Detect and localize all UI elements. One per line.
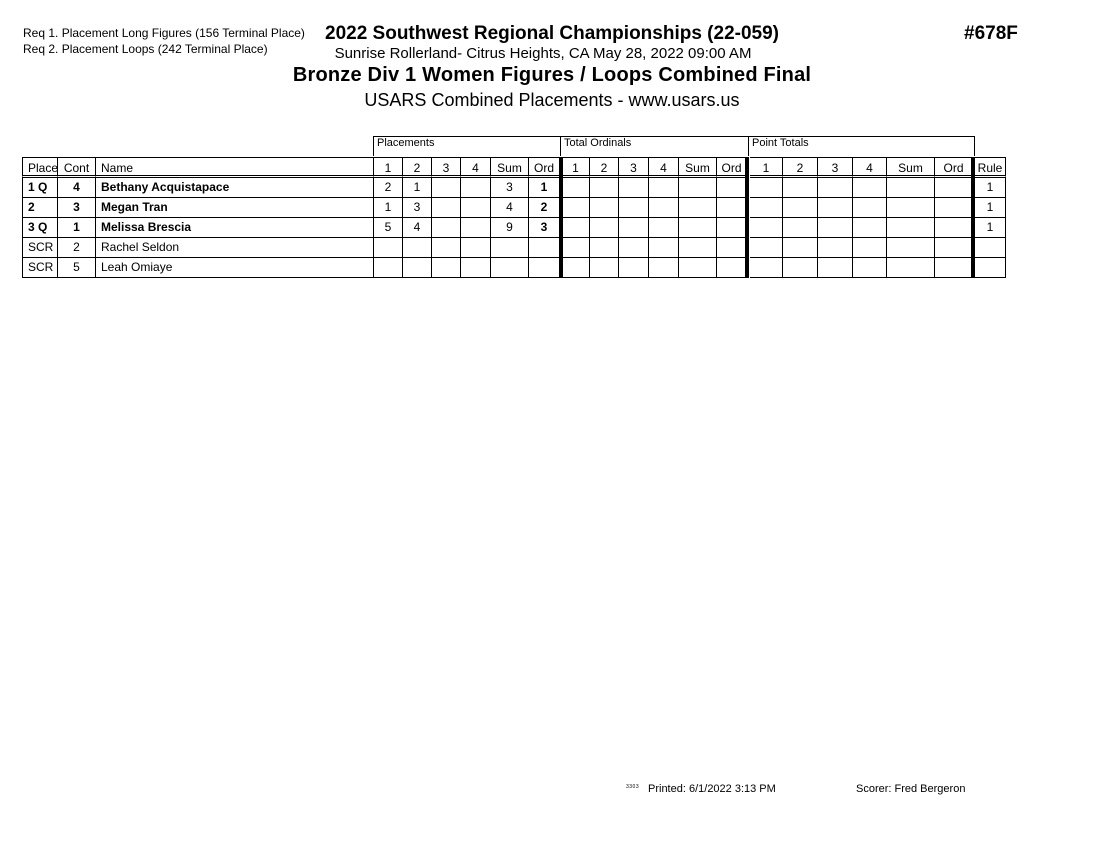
cell-total-ordinals-3 xyxy=(619,238,649,258)
cell-point-totals-ord xyxy=(935,258,973,278)
group-header-placements: Placements xyxy=(373,136,561,156)
cell-place: 2 xyxy=(22,198,58,218)
column-header-placements-3: 3 xyxy=(432,157,461,178)
cell-placements-sum: 9 xyxy=(491,218,529,238)
cell-total-ordinals-1 xyxy=(562,238,590,258)
cell-point-totals-4 xyxy=(853,218,887,238)
cell-total-ordinals-sum xyxy=(679,178,717,198)
cell-total-ordinals-2 xyxy=(590,178,619,198)
cell-point-totals-2 xyxy=(783,238,818,258)
requirement-2: Req 2. Placement Loops (242 Terminal Place) xyxy=(23,42,268,56)
column-header-point-totals-ord: Ord xyxy=(935,157,973,178)
cell-total-ordinals-ord xyxy=(717,178,747,198)
cell-placements-1 xyxy=(374,238,403,258)
cell-rule: 1 xyxy=(975,178,1006,198)
column-header-point-totals-1: 1 xyxy=(750,157,783,178)
location-date: Sunrise Rollerland- Citrus Heights, CA May 28, 2022 09:00 AM xyxy=(334,45,752,62)
cell-total-ordinals-3 xyxy=(619,178,649,198)
cell-point-totals-ord xyxy=(935,218,973,238)
cell-point-totals-1 xyxy=(750,258,783,278)
cell-total-ordinals-sum xyxy=(679,238,717,258)
cell-total-ordinals-ord xyxy=(717,218,747,238)
cell-point-totals-3 xyxy=(818,258,853,278)
cell-total-ordinals-2 xyxy=(590,218,619,238)
cell-place: SCR xyxy=(22,258,58,278)
cell-total-ordinals-4 xyxy=(649,198,679,218)
cell-placements-1 xyxy=(374,258,403,278)
cell-placements-4 xyxy=(461,178,491,198)
cell-cont: 3 xyxy=(58,198,96,218)
report-code: 3303 xyxy=(626,784,640,790)
group-header-total-ordinals: Total Ordinals xyxy=(560,136,749,156)
cell-point-totals-2 xyxy=(783,258,818,278)
cell-name: Melissa Brescia xyxy=(96,218,374,238)
column-header-point-totals-2: 2 xyxy=(783,157,818,178)
report-subtitle: USARS Combined Placements - www.usars.us xyxy=(364,90,740,110)
cell-total-ordinals-2 xyxy=(590,238,619,258)
cell-total-ordinals-4 xyxy=(649,218,679,238)
cell-point-totals-sum xyxy=(887,238,935,258)
cell-point-totals-ord xyxy=(935,238,973,258)
cell-placements-3 xyxy=(432,238,461,258)
group-header-point-totals: Point Totals xyxy=(748,136,975,156)
column-header-total-ordinals-3: 3 xyxy=(619,157,649,178)
cell-point-totals-1 xyxy=(750,238,783,258)
cell-point-totals-2 xyxy=(783,198,818,218)
cell-placements-ord: 2 xyxy=(529,198,560,218)
cell-placements-sum xyxy=(491,258,529,278)
cell-total-ordinals-sum xyxy=(679,198,717,218)
cell-placements-3 xyxy=(432,198,461,218)
competition-title: 2022 Southwest Regional Championships (22-059) xyxy=(325,23,779,44)
cell-placements-ord xyxy=(529,258,560,278)
cell-point-totals-4 xyxy=(853,238,887,258)
cell-cont: 1 xyxy=(58,218,96,238)
cell-total-ordinals-4 xyxy=(649,178,679,198)
cell-point-totals-2 xyxy=(783,218,818,238)
printed-timestamp: Printed: 6/1/2022 3:13 PM xyxy=(648,783,776,795)
cell-point-totals-sum xyxy=(887,218,935,238)
cell-placements-4 xyxy=(461,198,491,218)
cell-name: Bethany Acquistapace xyxy=(96,178,374,198)
cell-point-totals-sum xyxy=(887,258,935,278)
cell-placements-ord: 3 xyxy=(529,218,560,238)
cell-cont: 2 xyxy=(58,238,96,258)
cell-total-ordinals-sum xyxy=(679,258,717,278)
cell-total-ordinals-1 xyxy=(562,178,590,198)
cell-point-totals-1 xyxy=(750,218,783,238)
cell-cont: 4 xyxy=(58,178,96,198)
cell-point-totals-3 xyxy=(818,218,853,238)
cell-rule xyxy=(975,238,1006,258)
cell-point-totals-sum xyxy=(887,198,935,218)
cell-point-totals-sum xyxy=(887,178,935,198)
cell-placements-2: 3 xyxy=(403,198,432,218)
cell-total-ordinals-ord xyxy=(717,238,747,258)
cell-placements-4 xyxy=(461,238,491,258)
cell-cont: 5 xyxy=(58,258,96,278)
column-header-rule: Rule xyxy=(975,157,1006,178)
cell-total-ordinals-1 xyxy=(562,218,590,238)
column-header-placements-1: 1 xyxy=(374,157,403,178)
cell-rule: 1 xyxy=(975,218,1006,238)
cell-name: Megan Tran xyxy=(96,198,374,218)
cell-placements-3 xyxy=(432,258,461,278)
cell-total-ordinals-4 xyxy=(649,258,679,278)
cell-total-ordinals-2 xyxy=(590,198,619,218)
cell-placements-3 xyxy=(432,178,461,198)
cell-name: Rachel Seldon xyxy=(96,238,374,258)
cell-total-ordinals-3 xyxy=(619,258,649,278)
column-header-total-ordinals-ord: Ord xyxy=(717,157,747,178)
column-header-point-totals-4: 4 xyxy=(853,157,887,178)
cell-point-totals-ord xyxy=(935,178,973,198)
cell-placements-1: 1 xyxy=(374,198,403,218)
cell-placements-2: 1 xyxy=(403,178,432,198)
cell-point-totals-4 xyxy=(853,198,887,218)
cell-place: 1 Q xyxy=(22,178,58,198)
cell-placements-2: 4 xyxy=(403,218,432,238)
column-header-placements-ord: Ord xyxy=(529,157,560,178)
cell-point-totals-4 xyxy=(853,258,887,278)
cell-total-ordinals-ord xyxy=(717,198,747,218)
cell-rule: 1 xyxy=(975,198,1006,218)
column-header-point-totals-sum: Sum xyxy=(887,157,935,178)
column-header-placements-2: 2 xyxy=(403,157,432,178)
cell-point-totals-1 xyxy=(750,178,783,198)
column-header-placements-sum: Sum xyxy=(491,157,529,178)
column-header-point-totals-3: 3 xyxy=(818,157,853,178)
cell-rule xyxy=(975,258,1006,278)
cell-placements-ord: 1 xyxy=(529,178,560,198)
cell-placements-2 xyxy=(403,238,432,258)
event-number: #678F xyxy=(964,23,1018,44)
group-divider xyxy=(559,157,563,278)
cell-point-totals-4 xyxy=(853,178,887,198)
cell-placements-sum: 3 xyxy=(491,178,529,198)
column-header-total-ordinals-sum: Sum xyxy=(679,157,717,178)
cell-total-ordinals-1 xyxy=(562,198,590,218)
cell-placements-2 xyxy=(403,258,432,278)
cell-point-totals-3 xyxy=(818,198,853,218)
group-divider xyxy=(971,157,975,278)
cell-point-totals-3 xyxy=(818,238,853,258)
cell-placements-sum: 4 xyxy=(491,198,529,218)
column-header-place: Place xyxy=(22,157,58,178)
cell-total-ordinals-sum xyxy=(679,218,717,238)
cell-total-ordinals-ord xyxy=(717,258,747,278)
cell-point-totals-ord xyxy=(935,198,973,218)
cell-placements-1: 2 xyxy=(374,178,403,198)
scorer-name: Scorer: Fred Bergeron xyxy=(856,783,966,795)
cell-total-ordinals-1 xyxy=(562,258,590,278)
cell-place: 3 Q xyxy=(22,218,58,238)
cell-total-ordinals-2 xyxy=(590,258,619,278)
requirement-1: Req 1. Placement Long Figures (156 Terminal Place) xyxy=(23,26,305,40)
cell-place: SCR xyxy=(22,238,58,258)
cell-point-totals-2 xyxy=(783,178,818,198)
cell-placements-ord xyxy=(529,238,560,258)
cell-placements-3 xyxy=(432,218,461,238)
column-header-total-ordinals-2: 2 xyxy=(590,157,619,178)
column-header-total-ordinals-1: 1 xyxy=(562,157,590,178)
column-header-name: Name xyxy=(96,157,374,178)
event-name: Bronze Div 1 Women Figures / Loops Combined Final xyxy=(292,64,812,86)
cell-point-totals-1 xyxy=(750,198,783,218)
cell-placements-sum xyxy=(491,238,529,258)
cell-placements-1: 5 xyxy=(374,218,403,238)
cell-total-ordinals-3 xyxy=(619,198,649,218)
cell-point-totals-3 xyxy=(818,178,853,198)
cell-total-ordinals-4 xyxy=(649,238,679,258)
cell-placements-4 xyxy=(461,258,491,278)
column-header-placements-4: 4 xyxy=(461,157,491,178)
column-header-cont: Cont xyxy=(58,157,96,178)
cell-name: Leah Omiaye xyxy=(96,258,374,278)
cell-total-ordinals-3 xyxy=(619,218,649,238)
column-header-total-ordinals-4: 4 xyxy=(649,157,679,178)
cell-placements-4 xyxy=(461,218,491,238)
group-divider xyxy=(745,157,749,278)
